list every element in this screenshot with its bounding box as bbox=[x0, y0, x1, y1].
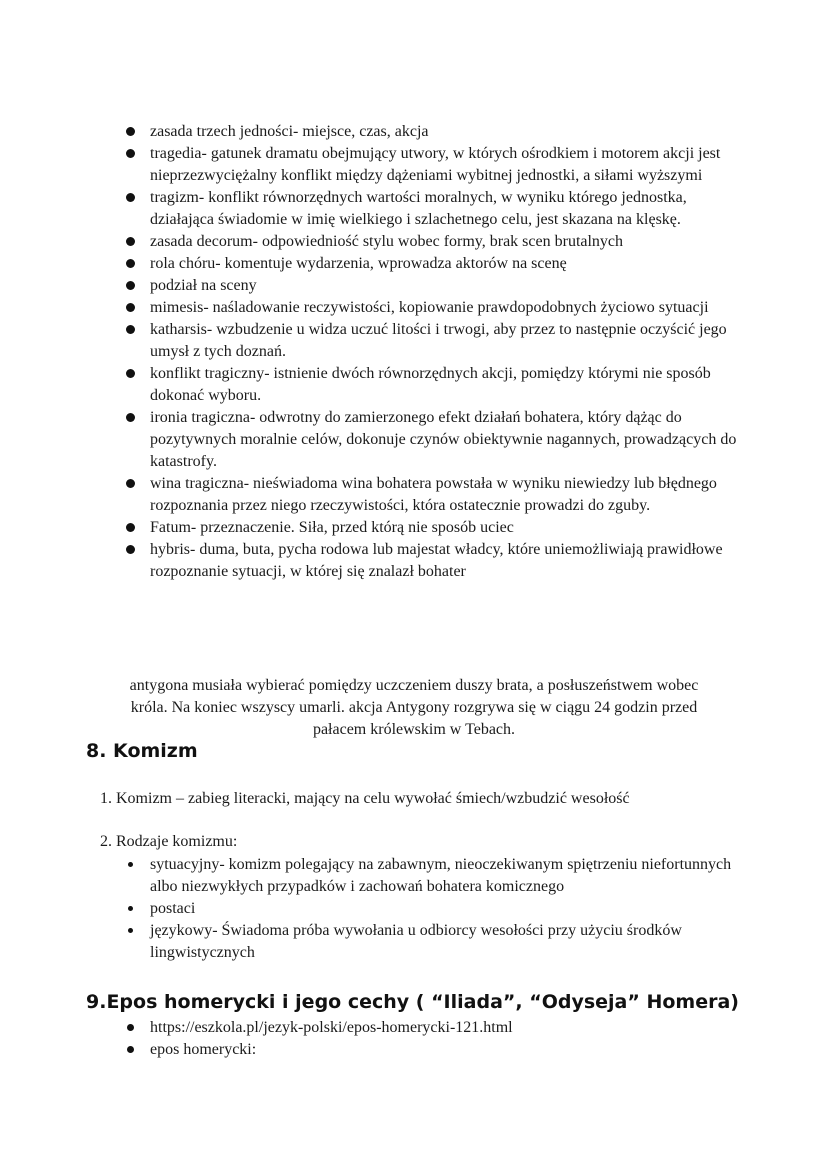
list-item-text: tragizm- konflikt równorzędnych wartości moralnych, w wyniku którego jednostka, działająca świadomie w imię wielkiego i szlachetnego celu, jest skazana na klęskę. bbox=[150, 189, 687, 228]
bullet-icon bbox=[126, 545, 135, 554]
list-item bbox=[150, 143, 740, 187]
bullet-icon bbox=[126, 413, 135, 422]
bullet-icon bbox=[128, 906, 133, 911]
bullet-icon bbox=[126, 127, 135, 136]
terms-list bbox=[150, 121, 740, 583]
komizm-types-list bbox=[150, 854, 750, 964]
list-item bbox=[150, 253, 740, 275]
bullet-icon bbox=[126, 303, 135, 312]
list-item bbox=[150, 187, 740, 231]
list-item-text: katharsis- wzbudzenie u widza uczuć litości i trwogi, aby przez to następnie oczyścić jego umysł z tych doznań. bbox=[150, 321, 727, 360]
section-heading-epos: 9.Epos homerycki i jego cechy ( “Iliada”, “Odyseja” Homera) bbox=[86, 991, 739, 1013]
bullet-icon bbox=[127, 1024, 134, 1031]
bullet-icon bbox=[128, 928, 133, 933]
bullet-icon bbox=[126, 281, 135, 290]
list-item-text: mimesis- naśladowanie reczywistości, kopiowanie prawdopodobnych życiowo sytuacji bbox=[150, 299, 709, 316]
list-item-text: sytuacyjny- komizm polegający na zabawnym, nieoczekiwanym spiętrzeniu niefortunnych albo niezwykłych przypadków i zachowań bohatera komicznego bbox=[150, 856, 732, 895]
komizm-types-label: 2. Rodzaje komizmu: bbox=[100, 833, 238, 850]
bullet-icon bbox=[126, 479, 135, 488]
summary-line: króla. Na koniec wszyscy umarli. akcja Antygony rozgrywa się w ciągu 24 godzin przed bbox=[130, 699, 698, 716]
summary-line: antygona musiała wybierać pomiędzy uczczeniem duszy brata, a posłuszeństwem wobec bbox=[129, 677, 699, 694]
list-item-text: Fatum- przeznaczenie. Siła, przed którą nie sposób uciec bbox=[150, 519, 514, 536]
summary-line: pałacem królewskim w Tebach. bbox=[312, 721, 516, 738]
list-item bbox=[150, 517, 740, 539]
list-item bbox=[150, 121, 740, 143]
section-heading-komizm: 8. Komizm bbox=[86, 740, 198, 762]
list-item bbox=[150, 297, 740, 319]
bullet-icon bbox=[126, 325, 135, 334]
list-item-text: konflikt tragiczny- istnienie dwóch równorzędnych akcji, pomiędzy którymi nie sposób dokonać wyboru. bbox=[150, 365, 711, 404]
list-item-text: podział na sceny bbox=[150, 277, 257, 294]
list-item-text: językowy- Świadoma próba wywołania u odbiorcy wesołości przy użyciu środków lingwistycznych bbox=[150, 922, 682, 961]
list-item-text: zasada trzech jedności- miejsce, czas, akcja bbox=[150, 123, 429, 140]
komizm-definition: 1. Komizm – zabieg literacki, mający na celu wywołać śmiech/wzbudzić wesołość bbox=[100, 790, 630, 807]
list-item-text: hybris- duma, buta, pycha rodowa lub majestat władcy, które uniemożliwiają prawidłowe rozpoznanie sytuacji, w której się znalazł bohater bbox=[150, 541, 723, 580]
list-item-text: rola chóru- komentuje wydarzenia, wprowadza aktorów na scenę bbox=[150, 255, 567, 272]
list-item bbox=[150, 319, 740, 363]
bullet-icon bbox=[126, 149, 135, 158]
list-item-text: epos homerycki: bbox=[150, 1041, 257, 1058]
list-item bbox=[150, 898, 750, 920]
bullet-icon bbox=[126, 369, 135, 378]
list-item-text: wina tragiczna- nieświadoma wina bohatera powstała w wyniku niewiedzy lub błędnego rozpoznania przez niego rzeczywistości, która ostatecznie prowadzi do zguby. bbox=[150, 475, 717, 514]
list-item bbox=[150, 407, 740, 473]
bullet-icon bbox=[126, 259, 135, 268]
bullet-icon bbox=[127, 1046, 134, 1053]
list-item bbox=[150, 854, 750, 898]
list-item-text: tragedia- gatunek dramatu obejmujący utwory, w których ośrodkiem i motorem akcji jest nieprzezwyciężalny konflikt między dążeniami wybitnej jednostki, a siłami wyższymi bbox=[150, 145, 721, 184]
list-item bbox=[150, 920, 750, 964]
bullet-icon bbox=[126, 193, 135, 202]
list-item-text: zasada decorum- odpowiedniość stylu wobec formy, brak scen brutalnych bbox=[150, 233, 624, 250]
epos-list bbox=[150, 1017, 750, 1061]
list-item bbox=[150, 231, 740, 253]
bullet-icon bbox=[126, 523, 135, 532]
list-item-text: postaci bbox=[150, 900, 196, 917]
list-item bbox=[150, 473, 740, 517]
bullet-icon bbox=[128, 862, 133, 867]
epos-link[interactable]: https://eszkola.pl/jezyk-polski/epos-homerycki-121.html bbox=[150, 1019, 513, 1036]
list-item bbox=[150, 1039, 750, 1061]
list-item bbox=[150, 363, 740, 407]
list-item bbox=[150, 275, 740, 297]
list-item-text: ironia tragiczna- odwrotny do zamierzonego efekt działań bohatera, który dążąc do pozytywnych moralnie celów, dokonuje czynów obiektywnie nagannych, prowadzących do katastrofy. bbox=[150, 409, 737, 470]
antygona-summary bbox=[84, 675, 744, 741]
bullet-icon bbox=[126, 237, 135, 246]
list-item bbox=[150, 539, 740, 583]
list-item bbox=[150, 1017, 750, 1039]
